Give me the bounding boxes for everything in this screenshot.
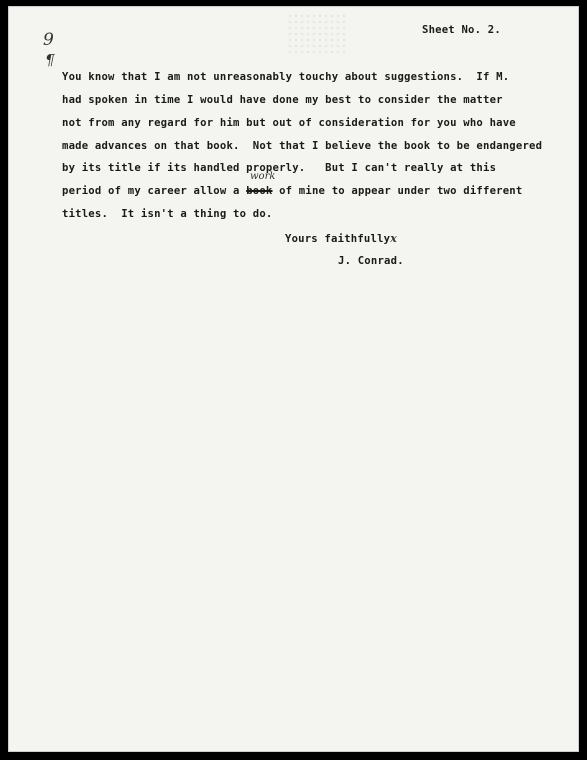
body-line-6-start: period of my career allow a [62, 185, 247, 197]
body-line-4: made advances on that book. Not that I believe the book to be endangered [62, 140, 543, 152]
body-line-3: not from any regard for him but out of consideration for you who have [62, 117, 516, 129]
body-line-6-end: of mine to appear under two different [272, 185, 523, 197]
handwritten-insertion: work [250, 171, 276, 182]
struck-word: book [246, 185, 273, 197]
letter-page [8, 6, 579, 752]
body-line-7: titles. It isn't a thing to do. [62, 208, 273, 220]
signature: J. Conrad. [338, 255, 404, 267]
body-line-2: had spoken in time I would have done my best to consider the matter [62, 94, 503, 106]
closing [285, 232, 397, 245]
margin-number: 9 [43, 30, 54, 50]
paragraph-mark: ¶ [45, 51, 55, 69]
sheet-number: Sheet No. 2. [422, 24, 501, 36]
body-line-1: You know that I am not unreasonably touchy about suggestions. If M. [62, 71, 510, 83]
closing-text: Yours faithfully [285, 233, 391, 245]
paper-stain [287, 13, 347, 53]
body-line-6 [62, 185, 522, 197]
closing-mark: x [390, 232, 398, 245]
body-line-5: by its title if its handled properly. But I can't really at this [62, 162, 497, 174]
